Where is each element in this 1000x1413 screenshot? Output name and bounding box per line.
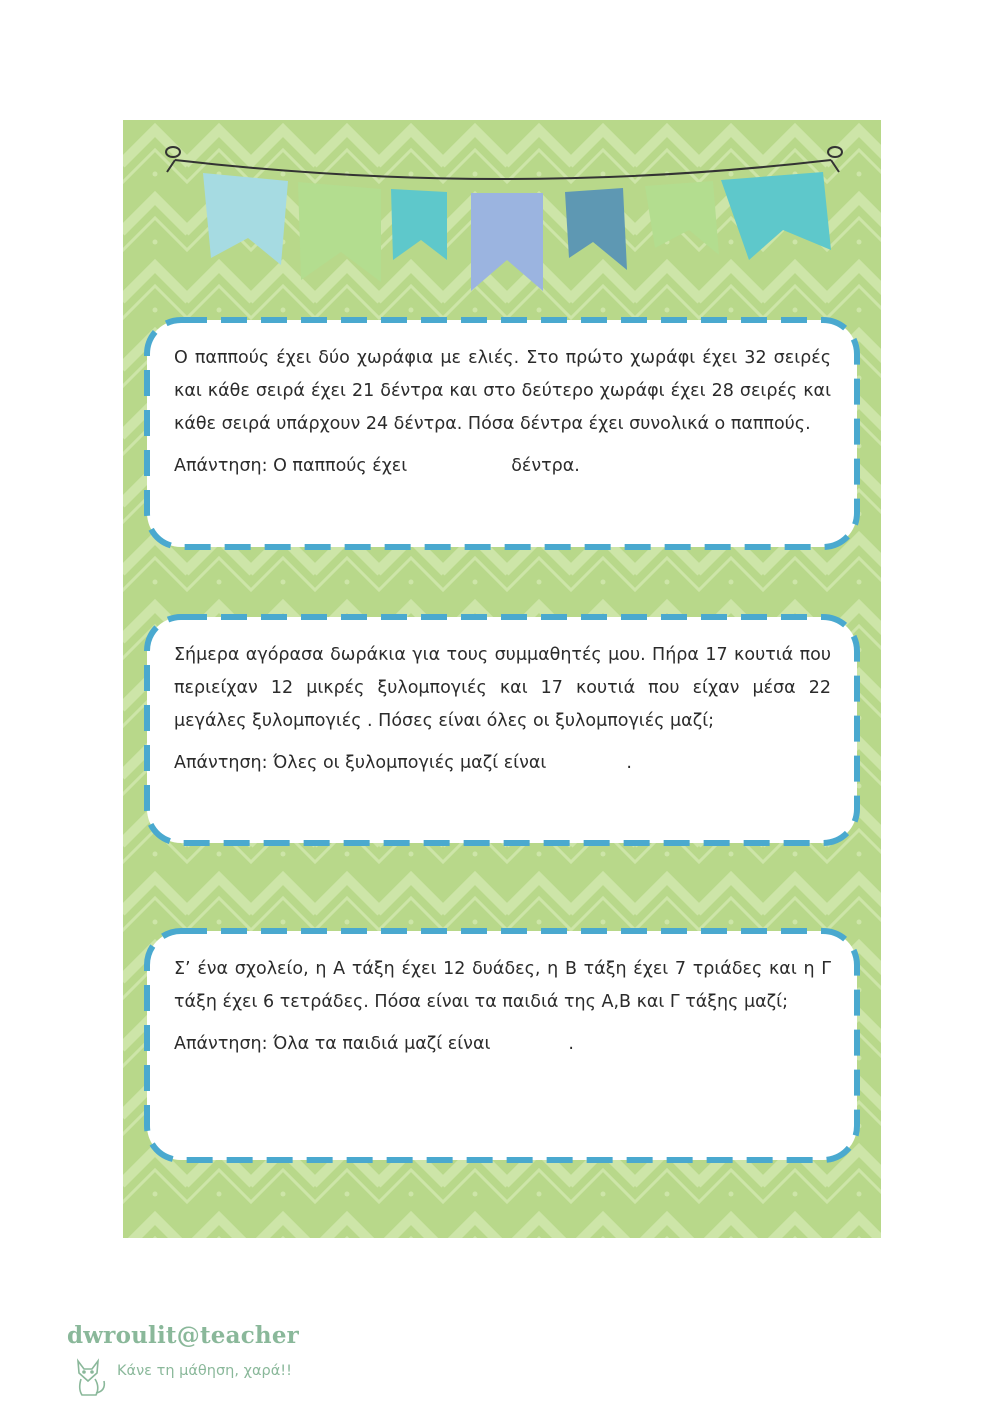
answer-suffix: .	[626, 753, 632, 773]
brand-title: dwroulit@teacher	[67, 1322, 299, 1349]
question-card-3	[147, 931, 857, 1160]
worksheet-page	[123, 120, 881, 1238]
answer-suffix: δέντρα.	[511, 456, 580, 476]
answer-suffix: .	[568, 1034, 574, 1054]
fox-icon	[70, 1355, 110, 1397]
question-card-1	[147, 320, 857, 547]
answer-line	[174, 1028, 831, 1061]
brand-tagline: Κάνε τη μάθηση, χαρά!!	[117, 1363, 292, 1379]
question-card-2	[147, 617, 857, 843]
answer-prefix: Απάντηση: Ο παππούς έχει	[174, 456, 408, 476]
answer-line	[174, 450, 831, 483]
question-text: Σ’ ένα σχολείο, η Α τάξη έχει 12 δυάδες, η Β τάξη έχει 7 τριάδες και η Γ τάξη έχει 6 τετράδες. Πόσα είναι τα παιδιά της Α,Β και Γ τάξης μαζί;	[174, 959, 831, 1012]
question-text: Ο παππούς έχει δύο χωράφια με ελιές. Στο πρώτο χωράφι έχει 32 σειρές και κάθε σειρά έχει 21 δέντρα και στο δεύτερο χωράφι έχει 28 σειρές και κάθε σειρά υπάρχουν 24 δέντρα. Πόσα δέντρα έχει συνολικά ο παππούς.	[174, 348, 831, 434]
bunting-flags-icon	[123, 120, 881, 310]
answer-prefix: Απάντηση: Όλες οι ξυλομπογιές μαζί είναι	[174, 753, 547, 773]
question-text: Σήμερα αγόρασα δωράκια για τους συμμαθητές μου. Πήρα 17 κουτιά που περιείχαν 12 μικρές ξυλομπογιές και 17 κουτιά που είχαν μέσα 22 μεγάλες ξυλομπογιές . Πόσες είναι όλες οι ξυλομπογιές μαζί;	[174, 645, 831, 731]
answer-line	[174, 747, 831, 780]
answer-prefix: Απάντηση: Όλα τα παιδιά μαζί είναι	[174, 1034, 491, 1054]
